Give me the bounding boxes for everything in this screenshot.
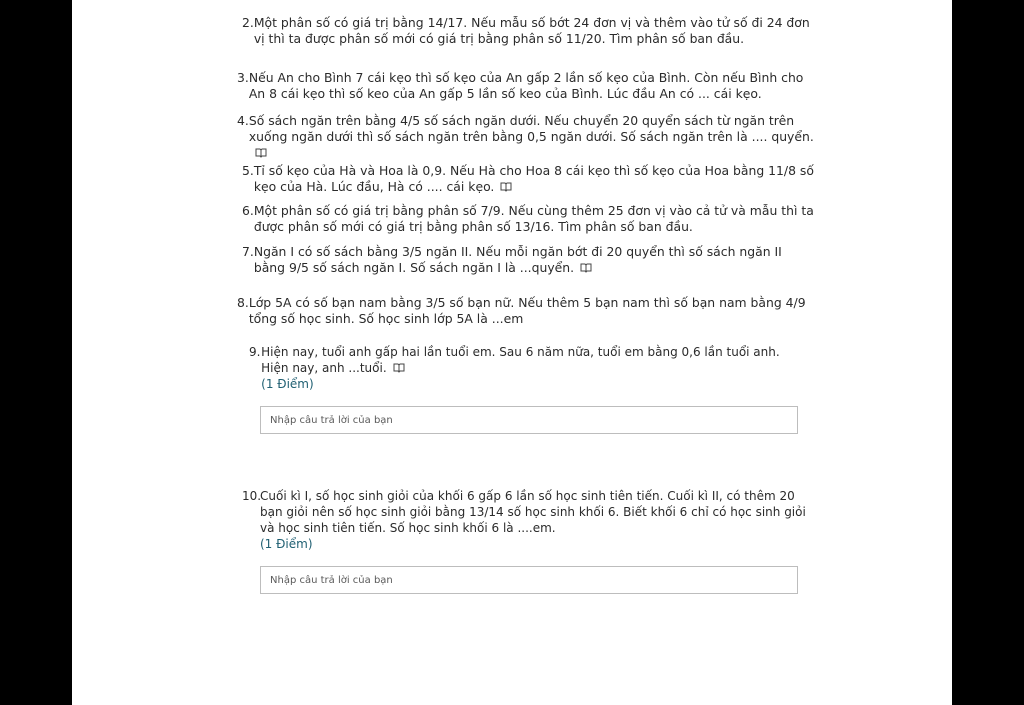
question-3 bbox=[237, 70, 814, 102]
question-text: Cuối kì I, số học sinh giỏi của khối 6 gấp 6 lần số học sinh tiên tiến. Cuối kì II, có thêm 20 bạn giỏi nên số học sinh giỏi bằng 13/14 số học sinh khối 6. Biết khối 6 chỉ có học sinh giỏi và học sinh tiên tiến. Số học sinh khối 6 là ....em. bbox=[260, 489, 806, 535]
question-8 bbox=[237, 295, 814, 327]
question-number: 7. bbox=[242, 244, 254, 259]
question-text: Lớp 5A có số bạn nam bằng 3/5 số bạn nữ. Nếu thêm 5 bạn nam thì số bạn nam bằng 4/9 tổng số học sinh. Số học sinh lớp 5A là ...em bbox=[248, 295, 806, 326]
immersive-reader-icon[interactable] bbox=[255, 148, 267, 158]
question-7 bbox=[242, 244, 812, 276]
answer-input-10[interactable] bbox=[260, 566, 798, 594]
question-number: 6. bbox=[242, 203, 254, 218]
question-number: 5. bbox=[242, 163, 254, 178]
question-number: 4. bbox=[237, 113, 249, 128]
question-text: Nếu An cho Bình 7 cái kẹo thì số kẹo của An gấp 2 lần số kẹo của Bình. Còn nếu Bình cho An 8 cái kẹo thì số keo của An gấp 5 lần số keo của Bình. Lúc đầu An có ... cái kẹo. bbox=[248, 70, 804, 101]
question-text: Một phân số có giá trị bằng 14/17. Nếu mẫu số bớt 24 đơn vị và thêm vào tử số đi 24 đơn vị thì ta được phân số mới có giá trị bằng phân số 11/20. Tìm phân số ban đầu. bbox=[253, 15, 810, 46]
question-text: Số sách ngăn trên bằng 4/5 số sách ngăn dưới. Nếu chuyển 20 quyển sách từ ngăn trên xuống ngăn dưới thì số sách ngăn trên bằng 0,5 ngăn dưới. Số sách ngăn trên là .... quyển. bbox=[248, 113, 814, 144]
answer-input-9[interactable] bbox=[260, 406, 798, 434]
question-number: 10. bbox=[242, 489, 262, 503]
immersive-reader-icon[interactable] bbox=[393, 363, 405, 373]
question-10 bbox=[242, 488, 810, 552]
question-4 bbox=[237, 113, 814, 161]
question-text: Ngăn I có số sách bằng 3/5 ngăn II. Nếu mỗi ngăn bớt đi 20 quyển thì số sách ngăn II bằng 9/5 số sách ngăn I. Số sách ngăn I là ...quyển. bbox=[253, 244, 782, 275]
immersive-reader-icon[interactable] bbox=[500, 182, 512, 192]
question-9 bbox=[249, 344, 801, 392]
question-number: 3. bbox=[237, 70, 249, 85]
points-label: (1 Điểm) bbox=[260, 537, 313, 551]
question-6 bbox=[242, 203, 814, 235]
question-number: 9. bbox=[249, 345, 261, 359]
points-label: (1 Điểm) bbox=[261, 377, 314, 391]
question-number: 8. bbox=[237, 295, 249, 310]
immersive-reader-icon[interactable] bbox=[580, 263, 592, 273]
question-text: Tỉ số kẹo của Hà và Hoa là 0,9. Nếu Hà cho Hoa 8 cái kẹo thì số kẹo của Hoa bằng 11/8 số kẹo của Hà. Lúc đầu, Hà có .... cái kẹo. bbox=[253, 163, 814, 194]
question-text: Hiện nay, tuổi anh gấp hai lần tuổi em. Sau 6 năm nữa, tuổi em bằng 0,6 lần tuổi anh. Hiện nay, anh ...tuổi. bbox=[261, 345, 780, 375]
question-5 bbox=[242, 163, 816, 195]
question-text: Một phân số có giá trị bằng phân số 7/9. Nếu cùng thêm 25 đơn vị vào cả tử và mẫu thì ta được phân số mới có giá trị bằng phân số 13/16. Tìm phân số ban đầu. bbox=[253, 203, 814, 234]
question-2 bbox=[242, 15, 812, 47]
question-number: 2. bbox=[242, 15, 254, 30]
